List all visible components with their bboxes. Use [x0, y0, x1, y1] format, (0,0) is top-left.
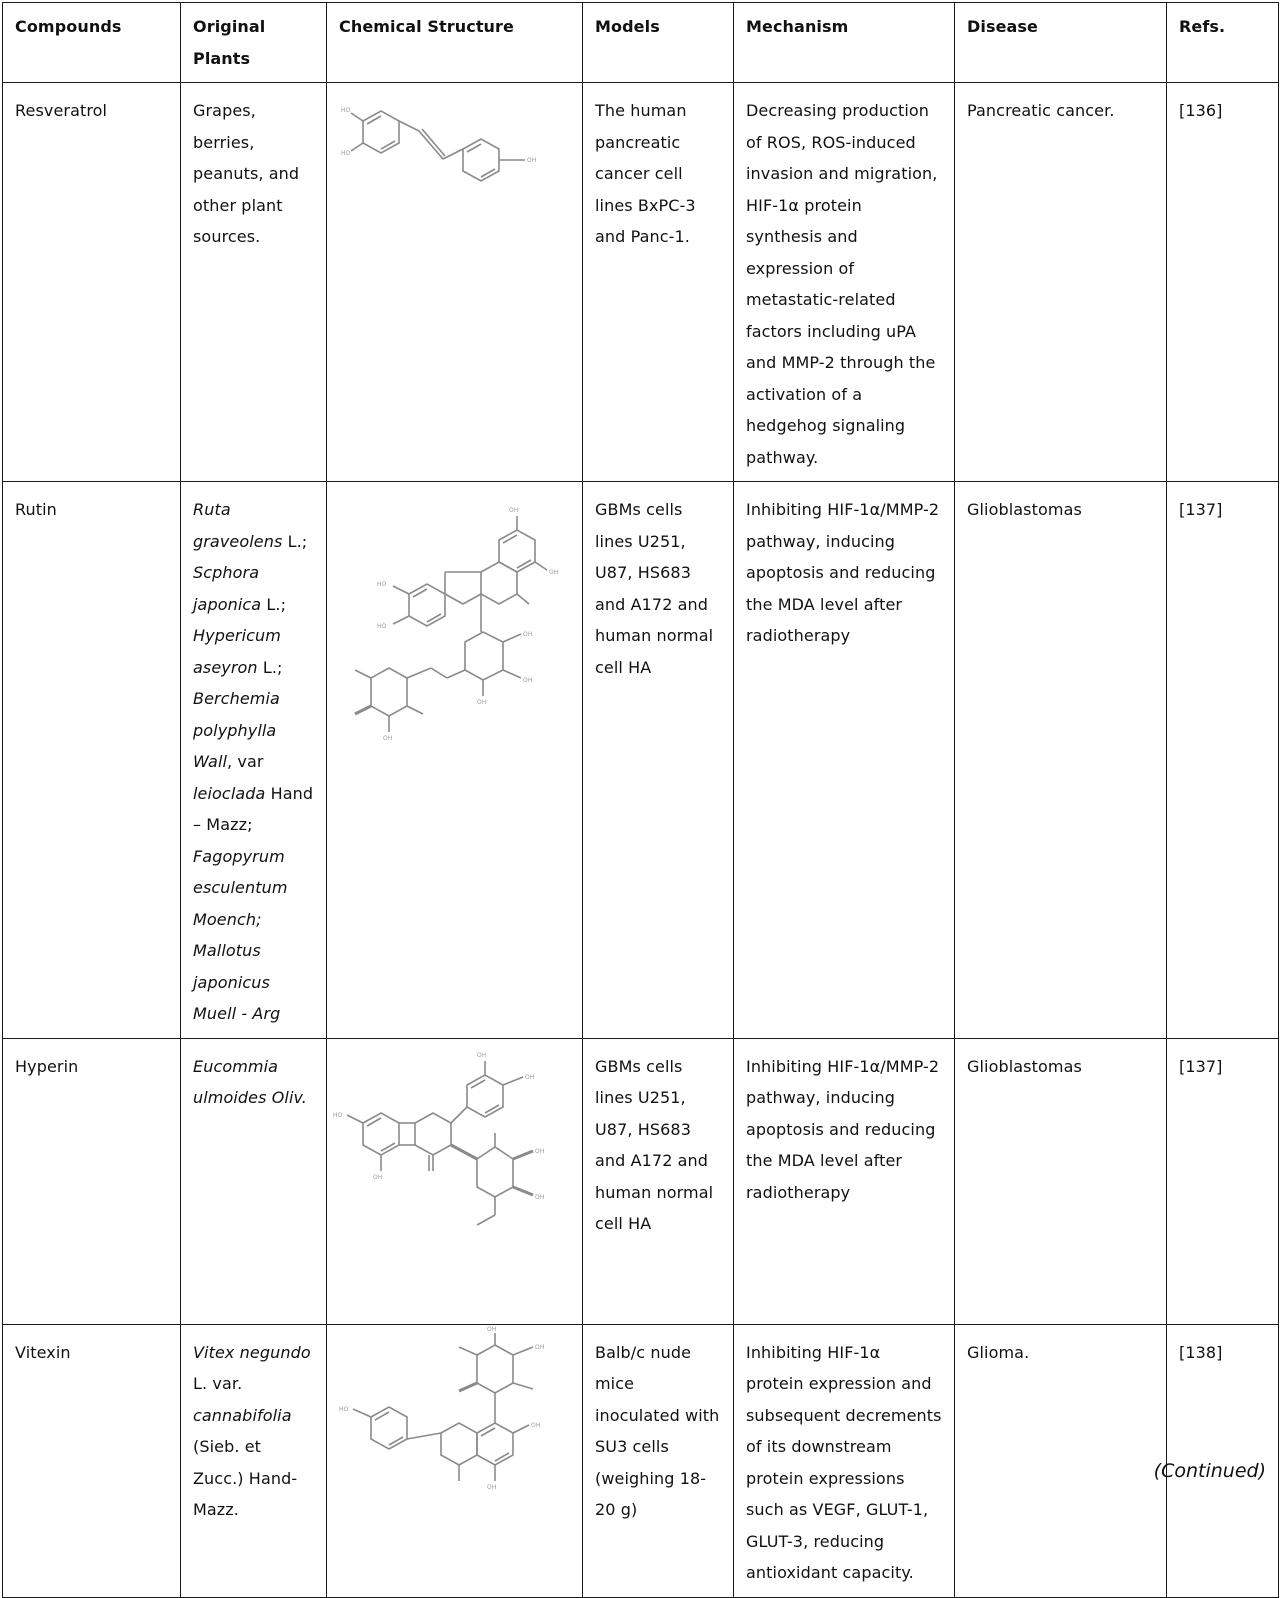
table-row — [3, 482, 1279, 1039]
svg-text:OH: OH — [535, 1147, 545, 1155]
svg-text:OH: OH — [523, 677, 533, 684]
rutin-structure-image — [327, 482, 583, 802]
svg-text:OH: OH — [535, 1193, 545, 1201]
compounds-table — [2, 2, 1279, 1598]
header-row — [3, 3, 1279, 83]
svg-text:OH: OH — [477, 1051, 487, 1059]
table-row — [3, 1038, 1279, 1324]
disease: Glioblastomas — [955, 482, 1167, 1039]
models: GBMs cells lines U251, U87, HS683 and A172 and human normal cell HA — [583, 482, 734, 1039]
reference: [137] — [1167, 1038, 1279, 1324]
svg-text:OH: OH — [523, 631, 533, 638]
mechanism: Decreasing production of ROS, ROS-induced invasion and migration, HIF-1α protein synthesis and expression of metastatic-related factors including uPA and MMP-2 through the activation of a hedgehog signaling pathway. — [734, 83, 955, 482]
svg-text:OH: OH — [383, 735, 393, 742]
original-plants: Vitex negundo L. var. cannabifolia (Sieb. et Zucc.) Hand-Mazz. — [181, 1324, 327, 1597]
svg-text:OH: OH — [549, 569, 559, 576]
svg-text:OH: OH — [531, 1421, 541, 1429]
header-disease: Disease — [955, 3, 1167, 83]
header-original-plants: Original Plants — [181, 3, 327, 83]
compound-name: Vitexin — [3, 1324, 181, 1597]
svg-text:OH: OH — [527, 157, 537, 164]
reference: [138] — [1167, 1324, 1279, 1597]
chemical-structure — [327, 482, 583, 1039]
reference: [137] — [1167, 482, 1279, 1039]
svg-text:OH: OH — [487, 1483, 497, 1491]
svg-text:HO: HO — [333, 1111, 343, 1119]
header-chemical-structure: Chemical Structure — [327, 3, 583, 83]
svg-text:OH: OH — [525, 1073, 535, 1081]
compound-name: Hyperin — [3, 1038, 181, 1324]
compound-name: Resveratrol — [3, 83, 181, 482]
chemical-structure — [327, 1038, 583, 1324]
svg-text:HO: HO — [341, 107, 351, 114]
header-models: Models — [583, 3, 734, 83]
mechanism: Inhibiting HIF-1α/MMP-2 pathway, inducing apoptosis and reducing the MDA level after radiotherapy — [734, 482, 955, 1039]
models: Balb/c nude mice inoculated with SU3 cells (weighing 18-20 g) — [583, 1324, 734, 1597]
continued-label: (Continued) — [1153, 1460, 1266, 1482]
header-refs: Refs. — [1167, 3, 1279, 83]
svg-text:OH: OH — [535, 1343, 545, 1351]
disease: Glioma. — [955, 1324, 1167, 1597]
hyperin-structure-image — [327, 1039, 583, 1269]
header-mechanism: Mechanism — [734, 3, 955, 83]
models: The human pancreatic cancer cell lines BxPC-3 and Panc-1. — [583, 83, 734, 482]
table-row — [3, 83, 1279, 482]
svg-text:OH: OH — [509, 507, 519, 514]
svg-text:HO: HO — [339, 1405, 349, 1413]
resveratrol-structure-image — [327, 83, 583, 223]
chemical-structure — [327, 1324, 583, 1597]
mechanism: Inhibiting HIF-1α protein expression and subsequent decrements of its downstream protein expressions such as VEGF, GLUT-1, GLUT-3, reducing antioxidant capacity. — [734, 1324, 955, 1597]
mechanism: Inhibiting HIF-1α/MMP-2 pathway, inducing apoptosis and reducing the MDA level after radiotherapy — [734, 1038, 955, 1324]
table-row — [3, 1324, 1279, 1597]
models: GBMs cells lines U251, U87, HS683 and A172 and human normal cell HA — [583, 1038, 734, 1324]
original-plants: Grapes, berries, peanuts, and other plant sources. — [181, 83, 327, 482]
disease: Glioblastomas — [955, 1038, 1167, 1324]
chemical-structure — [327, 83, 583, 482]
svg-text:HO: HO — [377, 581, 387, 588]
vitexin-structure-image — [327, 1325, 583, 1565]
original-plants: Eucommia ulmoides Oliv. — [181, 1038, 327, 1324]
svg-text:OH: OH — [477, 699, 487, 706]
compound-name: Rutin — [3, 482, 181, 1039]
original-plants: Ruta graveolens L.; Scphora japonica L.; Hypericum aseyron L.; Berchemia polyphylla Wall, var leioclada Hand – Mazz; Fagopyrum esculentum Moench; Mallotus japonicus Muell - Arg — [181, 482, 327, 1039]
reference: [136] — [1167, 83, 1279, 482]
disease: Pancreatic cancer. — [955, 83, 1167, 482]
svg-text:OH: OH — [373, 1173, 383, 1181]
header-compounds: Compounds — [3, 3, 181, 83]
svg-text:HO: HO — [341, 150, 351, 157]
svg-text:OH: OH — [487, 1325, 497, 1333]
svg-text:HO: HO — [377, 623, 387, 630]
